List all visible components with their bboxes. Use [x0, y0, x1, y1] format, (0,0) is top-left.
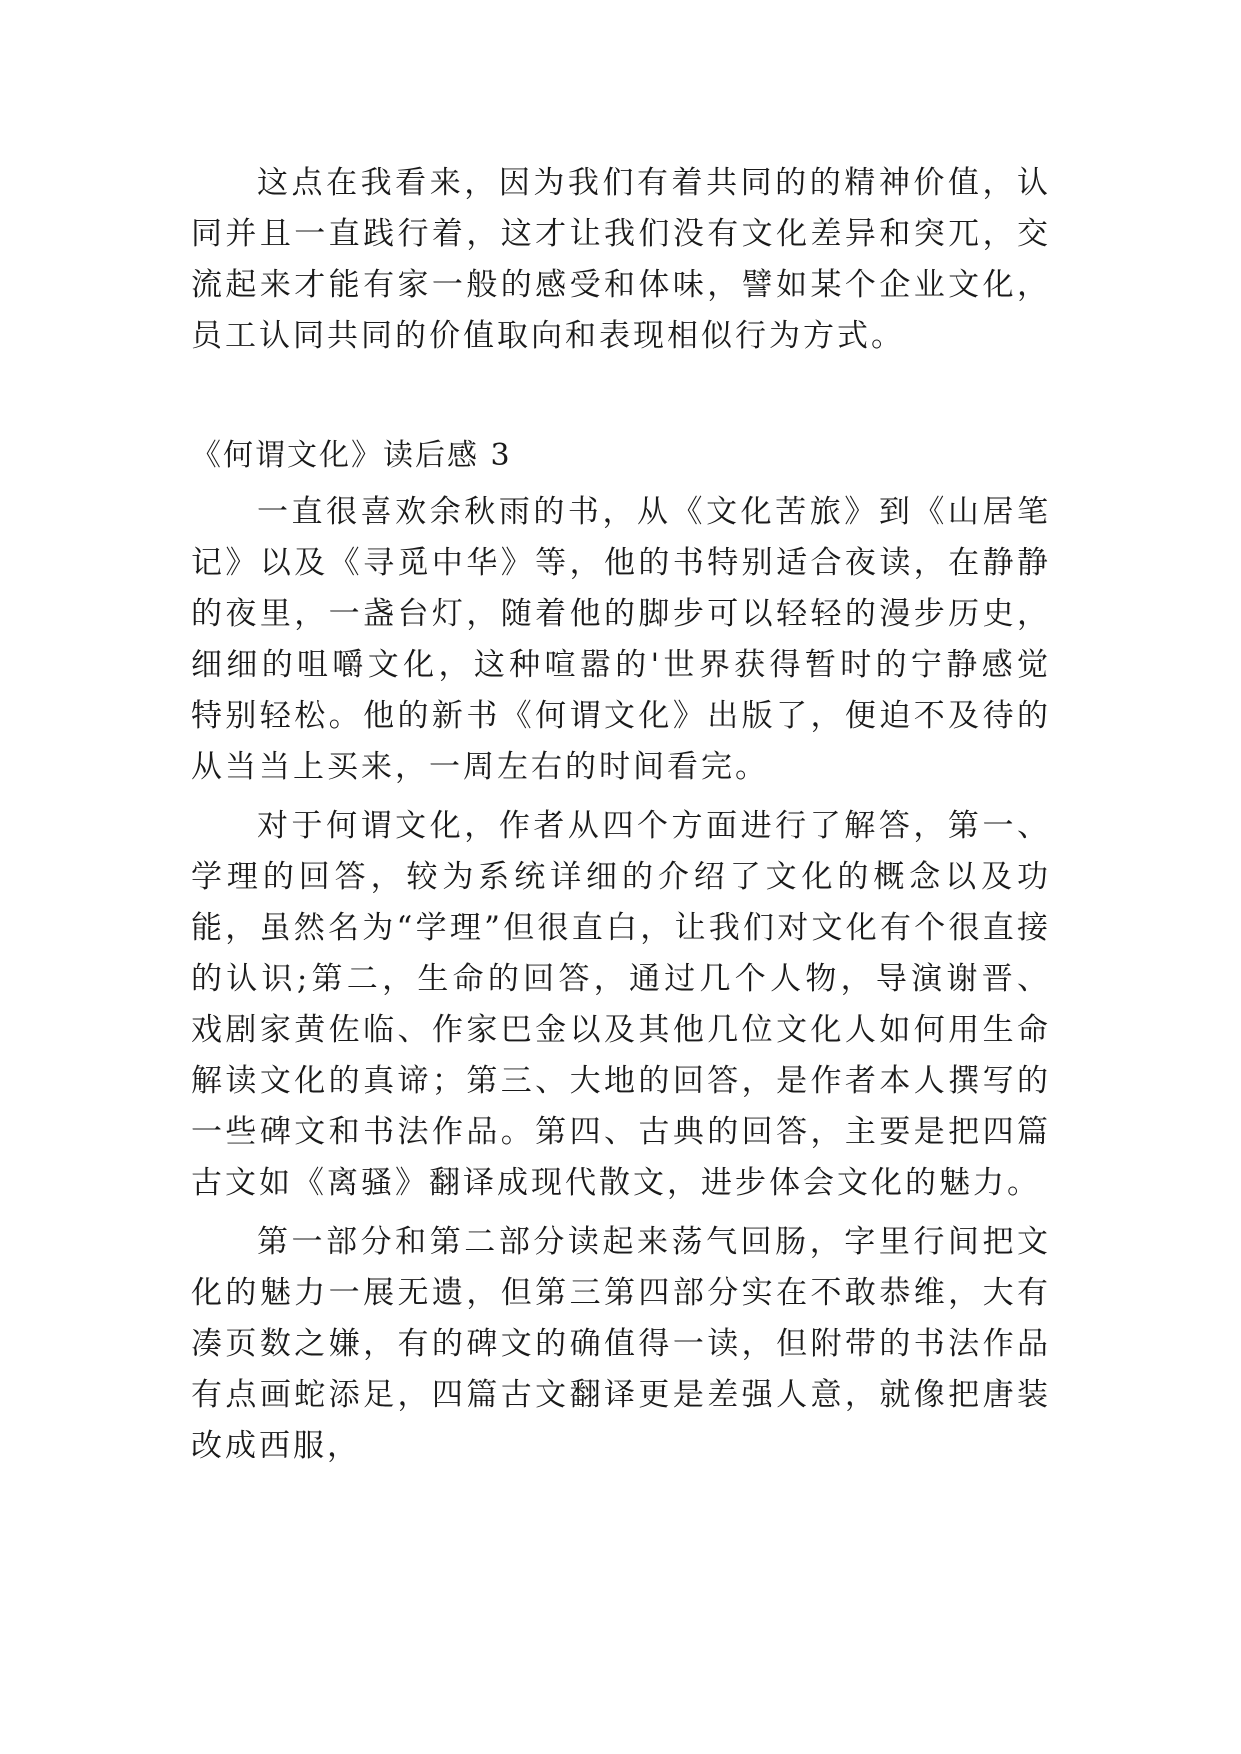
- document-body: [191, 158, 1051, 1480]
- paragraph: 一直很喜欢余秋雨的书，从《文化苦旅》到《山居笔记》以及《寻觅中华》等，他的书特别适合夜读，在静静的夜里，一盏台灯，随着他的脚步可以轻轻的漫步历史，细细的咀嚼文化，这种喧嚣的'世界获得暂时的宁静感觉特别轻松。他的新书《何谓文化》出版了，便迫不及待的从当当上买来，一周左右的时间看完。: [191, 494, 1051, 785]
- paragraph: 第一部分和第二部分读起来荡气回肠，字里行间把文化的魅力一展无遗，但第三第四部分实在不敢恭维，大有凑页数之嫌，有的碑文的确值得一读，但附带的书法作品有点画蛇添足，四篇古文翻译更是差强人意，就像把唐装改成西服，: [191, 1224, 1051, 1464]
- section-heading: 《何谓文化》读后感 3: [191, 438, 512, 473]
- paragraph: 对于何谓文化，作者从四个方面进行了解答，第一、学理的回答，较为系统详细的介绍了文化的概念以及功能，虽然名为“学理”但很直白，让我们对文化有个很直接的认识;第二，生命的回答，通过几个人物，导演谢晋、戏剧家黄佐临、作家巴金以及其他几位文化人如何用生命解读文化的真谛；第三、大地的回答，是作者本人撰写的一些碑文和书法作品。第四、古典的回答，主要是把四篇古文如《离骚》翻译成现代散文，进步体会文化的魅力。: [191, 808, 1051, 1201]
- paragraph: 这点在我看来，因为我们有着共同的的精神价值，认同并且一直践行着，这才让我们没有文化差异和突兀，交流起来才能有家一般的感受和体味，譬如某个企业文化，员工认同共同的价值取向和表现相似行为方式。: [191, 165, 1051, 354]
